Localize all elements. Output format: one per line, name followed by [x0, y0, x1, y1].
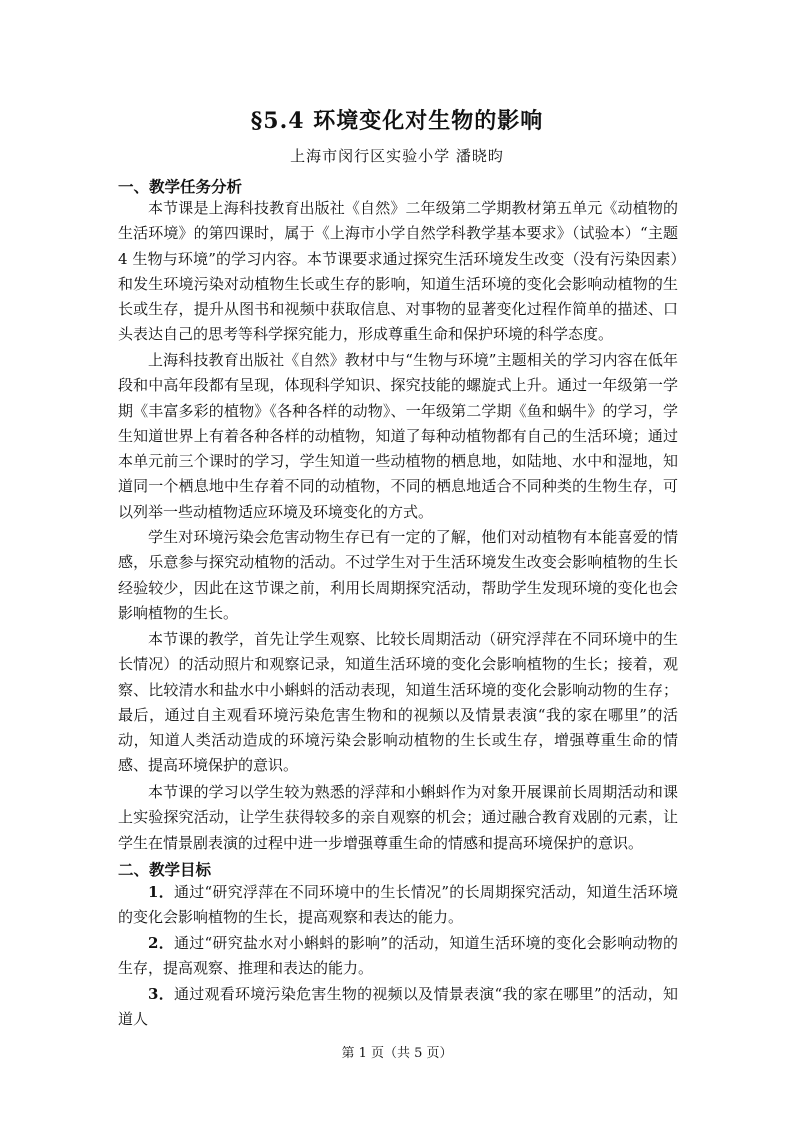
paragraph: 本节课是上海科技教育出版社《自然》二年级第二学期教材第五单元《动植物的生活环境》的第四课时，属于《上海市小学自然学科教学基本要求》（试验本）“主题4 生物与环境”的学习内容。本节课要求通过探究生活环境发生改变（没有污染因素）和发生环境污染对动植物生长或生存的影响，知道生活环境的变化会影响动植物的生长或生存，提升从图书和视频中获取信息、对事物的显著变化过程作简单的描述、口头表达自己的思考等科学探究能力，形成尊重生命和保护环境的科学态度。	[118, 199, 678, 344]
objective-number: 3．	[148, 985, 174, 1003]
objective-item	[118, 931, 678, 981]
paragraph: 学生对环境污染会危害动物生存已有一定的了解，他们对动植物有本能喜爱的情感，乐意参与探究动植物的活动。不过学生对于生活环境发生改变会影响植物的生长经验较少，因此在这节课之前，利用长周期探究活动，帮助学生发现环境的变化也会影响植物的生长。	[118, 528, 678, 622]
objective-text: 通过观看环境污染危害生物的视频以及情景表演“我的家在哪里”的活动，知道人	[118, 985, 679, 1028]
paragraph: 上海科技教育出版社《自然》教材中与“生物与环境”主题相关的学习内容在低年段和中高年段都有呈现，体现科学知识、探究技能的螺旋式上升。通过一年级第一学期《丰富多彩的植物》《各种各样的动物》、一年级第二学期《鱼和蜗牛》的学习，学生知道世界上有着各种各样的动植物，知道了每种动植物都有自己的生活环境；通过本单元前三个课时的学习，学生知道一些动植物的栖息地，如陆地、水中和湿地，知道同一个栖息地中生存着不同的动植物，不同的栖息地适合不同种类的生物生存，可以列举一些动植物适应环境及环境变化的方式。	[118, 351, 678, 521]
document-title: §5.4 环境变化对生物的影响	[250, 108, 544, 134]
objective-text: 通过“研究盐水对小蝌蚪的影响”的活动，知道生活环境的变化会影响动物的生存，提高观察、推理和表达的能力。	[118, 934, 679, 977]
objective-item	[118, 982, 678, 1032]
objective-number: 1．	[148, 883, 174, 901]
paragraph: 本节课的学习以学生较为熟悉的浮萍和小蝌蚪作为对象开展课前长周期活动和课上实验探究活动，让学生获得较多的亲自观察的机会；通过融合教育戏剧的元素，让学生在情景剧表演的过程中进一步增强尊重生命的情感和提高环境保护的意识。	[118, 783, 678, 852]
section-heading-objectives: 二、教学目标	[118, 860, 212, 879]
page-footer: 第 1 页（共 5 页）	[341, 1046, 453, 1061]
section-heading-analysis: 一、教学任务分析	[118, 177, 243, 196]
objective-text: 通过“研究浮萍在不同环境中的生长情况”的长周期探究活动，知道生活环境的变化会影响植物的生长，提高观察和表达的能力。	[118, 883, 679, 926]
objective-number: 2．	[148, 934, 174, 952]
author-line: 上海市闵行区实验小学 潘晓昀	[290, 147, 504, 165]
objective-item	[118, 880, 678, 930]
paragraph: 本节课的教学，首先让学生观察、比较长周期活动（研究浮萍在不同环境中的生长情况）的活动照片和观察记录，知道生活环境的变化会影响植物的生长；接着，观察、比较清水和盐水中小蝌蚪的活动表现，知道生活环境的变化会影响动物的生存；最后，通过自主观看环境污染危害生物和的视频以及情景表演“我的家在哪里”的活动，知道人类活动造成的环境污染会影响动植物的生长或生存，增强尊重生命的情感、提高环境保护的意识。	[118, 630, 678, 775]
